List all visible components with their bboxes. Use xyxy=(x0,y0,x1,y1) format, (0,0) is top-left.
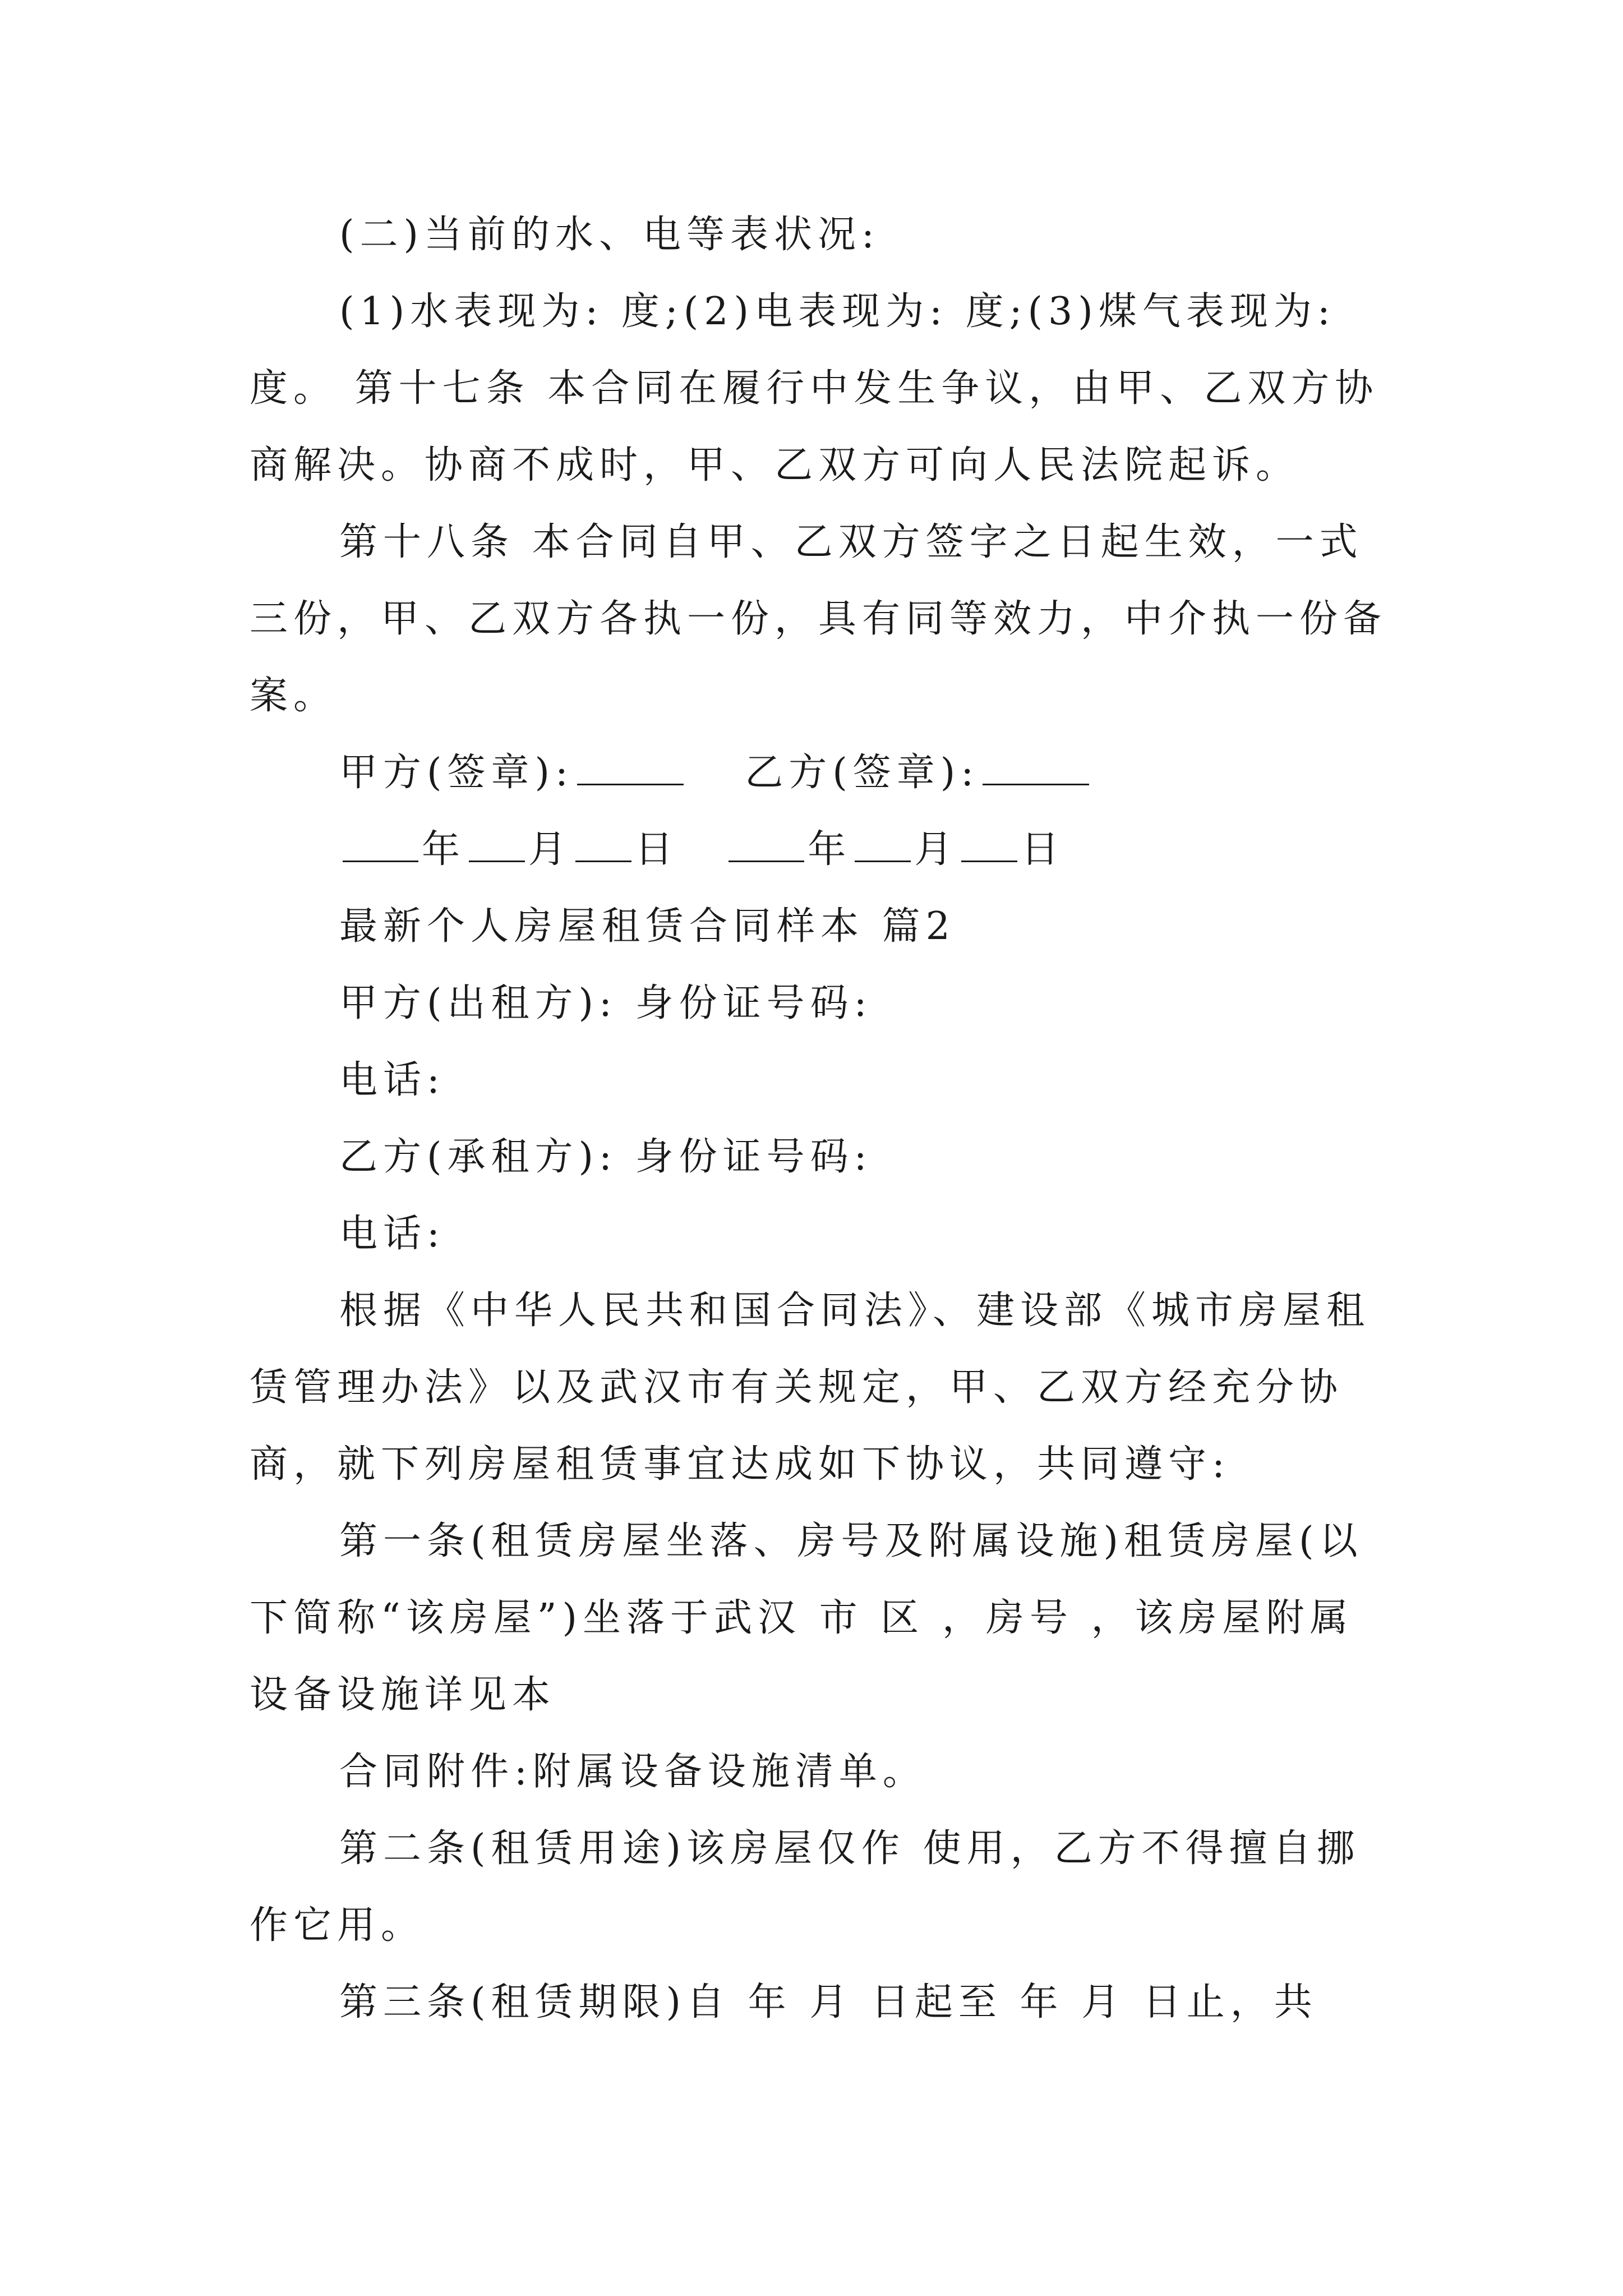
party-a-phone: 电话: xyxy=(339,1058,445,1102)
article-18: 第十八条 本合同自甲、乙双方签字之日起生效，一式三份，甲、乙双方各执一份，具有同等效力，中介执一份备案。 xyxy=(250,520,1387,718)
party-a-info: 甲方(出租方): 身份证号码: xyxy=(339,981,873,1025)
document-body xyxy=(250,196,1391,2041)
meter-readings-and-article-17: (1)水表现为: 度;(2)电表现为: 度;(3)煤气表现为: 度。 第十七条 本合同在履行中发生争议，由甲、乙双方协商解决。协商不成时，甲、乙双方可向人民法院起诉。 xyxy=(250,289,1379,487)
section-title: 最新个人房屋租赁合同样本 篇2 xyxy=(339,904,956,949)
date-year-label: 年 xyxy=(422,827,466,872)
party-b-signature-blank xyxy=(983,749,1089,785)
party-a-signature-blank xyxy=(577,749,684,785)
contract-preamble: 根据《中华人民共和国合同法》、建设部《城市房屋租赁管理办法》以及武汉市有关规定，甲、乙双方经充分协商，就下列房屋租赁事宜达成如下协议，共同遵守: xyxy=(250,1289,1371,1487)
date-blank xyxy=(961,826,1017,862)
date-year-label: 年 xyxy=(808,827,852,872)
date-day-label: 日 xyxy=(1021,827,1065,872)
article-2: 第二条(租赁用途)该房屋仅作 使用，乙方不得擅自挪作它用。 xyxy=(250,1826,1361,1948)
date-blank xyxy=(469,826,525,862)
party-b-info: 乙方(承租方): 身份证号码: xyxy=(339,1135,873,1179)
date-line xyxy=(250,811,1391,888)
attachment-note: 合同附件:附属设备设施清单。 xyxy=(339,1750,926,1794)
party-b-signature-label: 乙方(签章): xyxy=(745,751,980,795)
date-day-label: 日 xyxy=(635,827,679,872)
date-month-label: 月 xyxy=(528,827,573,872)
party-a-signature-label: 甲方(签章): xyxy=(339,751,574,795)
date-blank xyxy=(575,826,631,862)
date-blank xyxy=(728,826,804,862)
date-month-label: 月 xyxy=(914,827,958,872)
date-blank xyxy=(343,826,418,862)
signature-line xyxy=(250,734,1391,811)
meter-status-heading: (二)当前的水、电等表状况: xyxy=(339,213,880,257)
article-3: 第三条(租赁期限)自 年 月 日起至 年 月 日止，共 xyxy=(339,1980,1318,2024)
article-1: 第一条(租赁房屋坐落、房号及附属设施)租赁房屋(以下简称“该房屋”)坐落于武汉 市 区 ，房号 ，该房屋附属设备设施详见本 xyxy=(250,1519,1363,1717)
date-blank xyxy=(855,826,911,862)
party-b-phone: 电话: xyxy=(339,1212,445,1256)
